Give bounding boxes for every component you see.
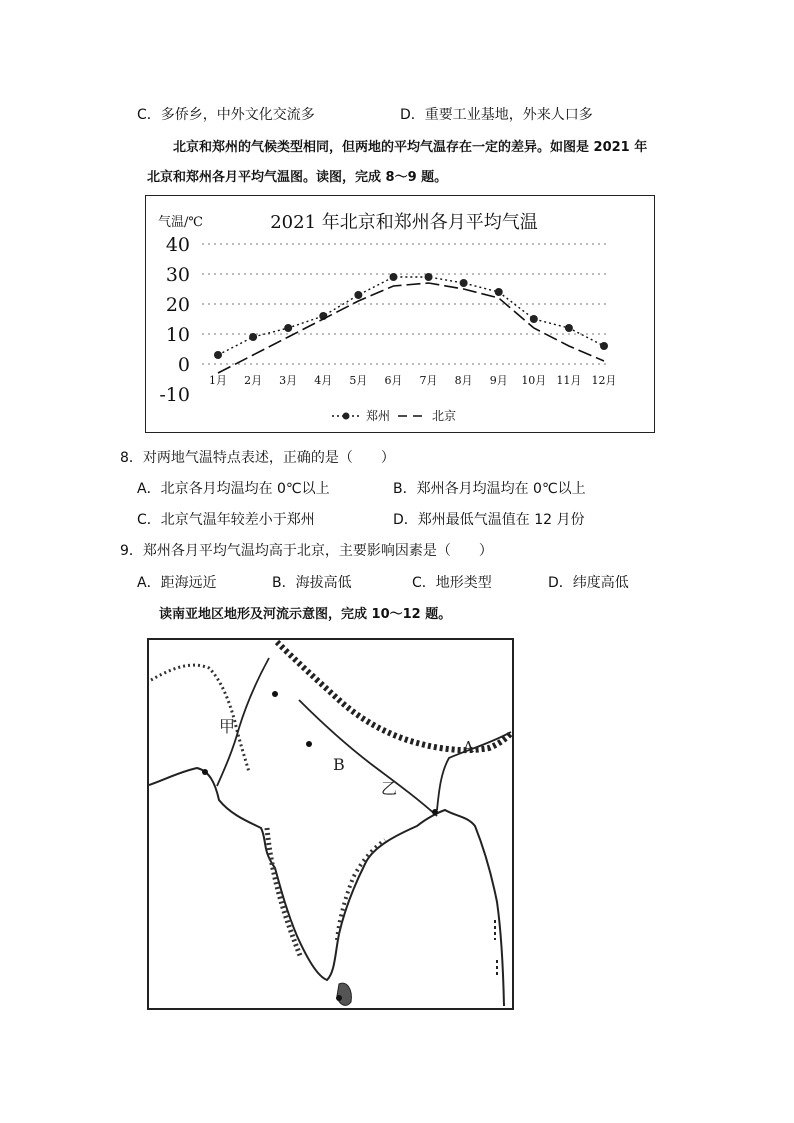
chart-labels — [158, 211, 617, 423]
x-tick-label: 10月 — [521, 374, 547, 387]
q9-option-a: A．距海远近 — [137, 575, 217, 591]
q8-option-b: B．郑州各月均温均在 0℃以上 — [393, 481, 586, 497]
y-tick-label: 0 — [177, 354, 190, 376]
y-tick-label: 40 — [165, 234, 190, 256]
data-point-郑州 — [565, 324, 573, 332]
coastline — [149, 768, 504, 1006]
map-label-b: B — [333, 755, 345, 774]
x-tick-label: 2月 — [244, 374, 263, 387]
data-point-郑州 — [530, 315, 538, 323]
x-tick-label: 4月 — [314, 374, 333, 387]
x-tick-label: 11月 — [556, 374, 582, 387]
western-ghats — [267, 828, 301, 958]
x-tick-label: 5月 — [349, 374, 368, 387]
south-asia-map-svg — [149, 640, 512, 1008]
q8-option-c: C．北京气温年较差小于郑州 — [137, 512, 315, 528]
city-dot — [432, 809, 438, 815]
q7-option-c: C．多侨乡，中外文化交流多 — [137, 107, 315, 123]
x-tick-label: 6月 — [384, 374, 403, 387]
data-point-郑州 — [354, 291, 362, 299]
legend-marker-zhengzhou — [343, 413, 350, 420]
y-tick-label: 20 — [165, 294, 190, 316]
y-tick-label: 30 — [165, 264, 190, 286]
data-point-郑州 — [600, 342, 608, 350]
data-point-郑州 — [389, 273, 397, 281]
q9-option-c: C．地形类型 — [412, 575, 492, 591]
city-dot — [272, 691, 278, 697]
y-tick-label: -10 — [159, 384, 190, 406]
city-dot — [306, 741, 312, 747]
chart-series — [214, 273, 608, 373]
map-label-a: A — [463, 738, 474, 756]
himalaya-range — [277, 642, 512, 750]
temperature-chart — [145, 195, 655, 433]
q8-stem: 8．对两地气温特点表述，正确的是（ ） — [120, 450, 395, 466]
data-point-郑州 — [284, 324, 292, 332]
data-point-郑州 — [249, 333, 257, 341]
intro-10-12: 读南亚地区地形及河流示意图，完成 10～12 题。 — [159, 607, 452, 622]
data-point-郑州 — [495, 288, 503, 296]
y-axis-label: 气温/℃ — [158, 215, 203, 230]
ganges-river — [299, 700, 437, 816]
legend-label-beijing: 北京 — [432, 409, 457, 423]
q8-option-d: D．郑州最低气温值在 12 月份 — [393, 512, 585, 528]
eastern-ghats — [337, 840, 385, 940]
data-point-郑州 — [460, 279, 468, 287]
temperature-chart-svg — [146, 196, 653, 431]
south-asia-map — [147, 638, 514, 1010]
x-tick-label: 7月 — [419, 374, 438, 387]
city-dot — [336, 995, 342, 1001]
legend-label-zhengzhou: 郑州 — [366, 409, 391, 423]
q9-stem: 9．郑州各月平均气温均高于北京，主要影响因素是（ ） — [120, 543, 493, 559]
x-tick-label: 9月 — [489, 374, 508, 387]
q9-option-d: D．纬度高低 — [548, 575, 629, 591]
x-tick-label: 8月 — [454, 374, 473, 387]
x-tick-label: 3月 — [279, 374, 298, 387]
intro-8-9-line1: 北京和郑州的气候类型相同，但两地的平均气温存在一定的差异。如图是 2021 年 — [173, 140, 648, 155]
q8-option-a: A．北京各月均温均在 0℃以上 — [137, 481, 330, 497]
sri-lanka — [337, 983, 351, 1005]
andaman-islands — [495, 920, 497, 976]
x-tick-label: 1月 — [209, 374, 227, 387]
data-point-郑州 — [214, 351, 222, 359]
x-tick-label: 12月 — [591, 374, 617, 387]
series-line-北京 — [218, 283, 604, 373]
map-label-yi: 乙 — [381, 779, 398, 798]
y-tick-label: 10 — [165, 324, 190, 346]
map-label-jia: 甲 — [219, 717, 236, 736]
chart-grid — [202, 244, 610, 364]
chart-title: 2021 年北京和郑州各月平均气温 — [270, 212, 538, 233]
intro-8-9-line2: 北京和郑州各月平均气温图。读图，完成 8～9 题。 — [147, 170, 448, 185]
q9-option-b: B．海拔高低 — [272, 575, 352, 591]
city-dot — [202, 769, 208, 775]
q7-option-d: D．重要工业基地，外来人口多 — [400, 107, 593, 123]
data-point-郑州 — [425, 273, 433, 281]
